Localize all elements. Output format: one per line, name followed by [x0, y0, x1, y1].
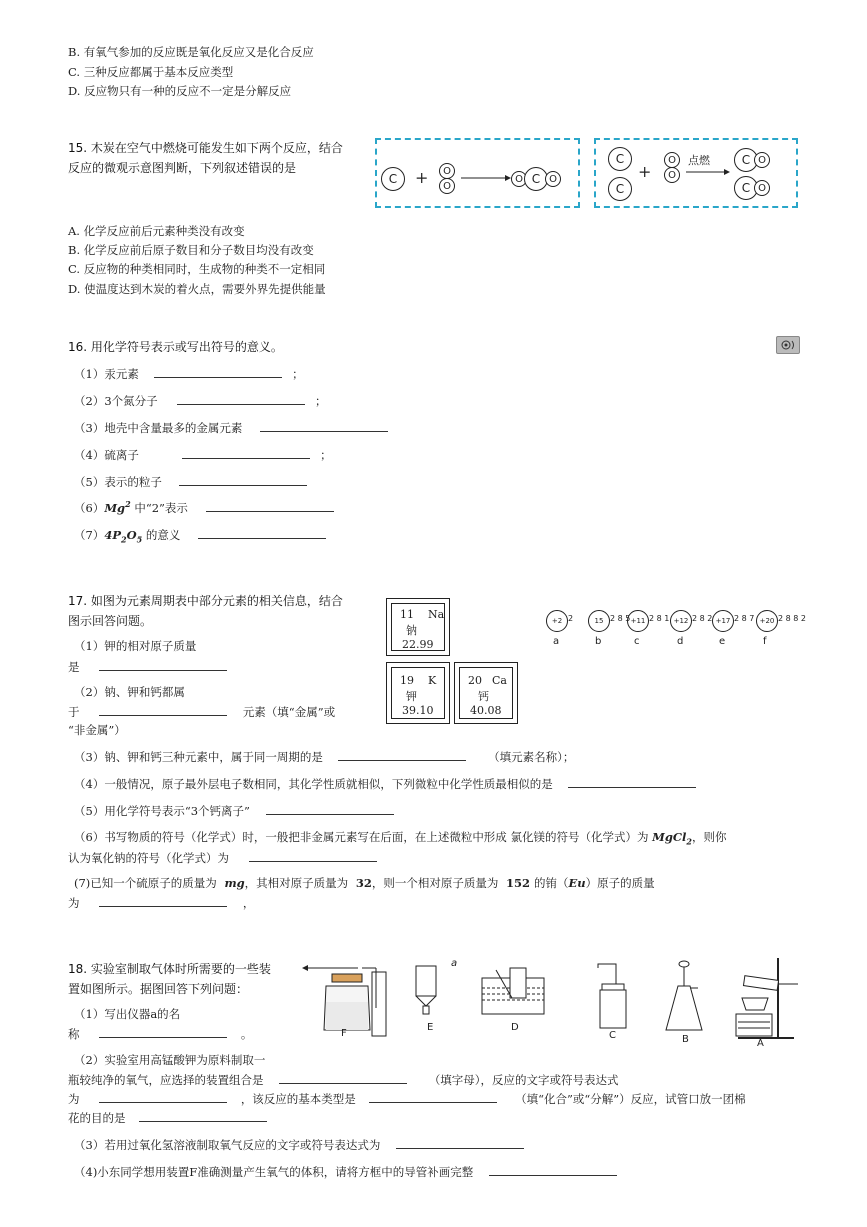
answer-blank[interactable]: [369, 1090, 497, 1103]
q18-item-2d: 花的目的是: [68, 1109, 267, 1126]
particle-c-shells: 2 8 1: [649, 614, 670, 623]
q16-item-2: （2）3个氮分子 ；: [74, 394, 327, 408]
q17-item-4: （4）一般情况，原子最外层电子数相同，其化学性质就相似，下列微粒中化学性质最相似的是: [74, 775, 696, 792]
answer-blank[interactable]: [182, 446, 310, 459]
q18-item-2b: 瓶较纯净的氧气，应选择的装置组合是 （填字母），反应的文字或符号表达式: [68, 1073, 619, 1087]
q17-item-6a: （6）书写物质的符号（化学式）时，一般把非金属元素写在后面，在上述微粒中形成 氯化镁的符号（化学式）为 MgCl$_2$，则你: [74, 830, 727, 847]
carbon-atom: C: [608, 147, 632, 171]
q14-option-c: C. 三种反应都属于基本反应类型: [68, 65, 234, 79]
particle-a-nucleus: +2: [546, 610, 568, 632]
instrument-a-label: a: [451, 958, 458, 969]
particle-a-label: a: [553, 636, 560, 647]
q16-item-1: （1）汞元素 ；: [74, 367, 304, 381]
q16-item-6: （6）Mg$^2$ 中“2”表示: [74, 499, 334, 516]
answer-blank[interactable]: [139, 1109, 267, 1122]
answer-blank[interactable]: [338, 748, 466, 761]
plus-sign: +: [638, 162, 652, 181]
oxygen-atom: O: [754, 152, 770, 168]
q18-stem-line1: 18. 实验室制取气体时所需要的一些装: [68, 962, 271, 976]
answer-blank[interactable]: [279, 1071, 407, 1084]
answer-blank[interactable]: [99, 658, 227, 671]
apparatus-label-f: F: [341, 1028, 347, 1039]
answer-blank[interactable]: [266, 802, 394, 815]
apparatus-label-c: C: [609, 1030, 616, 1041]
q18-item-2a: （2）实验室用高锰酸钾为原料制取一: [74, 1053, 266, 1067]
q15-stem-line2: 反应的微观示意图判断，下列叙述错误的是: [68, 161, 297, 175]
arrow-icon: [686, 168, 730, 176]
oxygen-atom: O: [754, 180, 770, 196]
q15-stem-line1: 15. 木炭在空气中燃烧可能发生如下两个反应，结合: [68, 141, 343, 155]
q17-item-2a: （2）钠、钾和钙都属: [74, 685, 185, 699]
answer-blank[interactable]: [99, 894, 227, 907]
particle-e-nucleus: +17: [712, 610, 734, 632]
answer-blank[interactable]: [206, 499, 334, 512]
oxygen-atom: O: [439, 163, 455, 179]
particle-e-shells: 2 8 7: [734, 614, 755, 623]
answer-blank[interactable]: [99, 1090, 227, 1103]
element-card-na: 11 Na 钠 22.99: [386, 598, 450, 656]
q14-option-d: D. 反应物只有一种的反应不一定是分解反应: [68, 84, 292, 98]
q16-item-3: （3）地壳中含量最多的金属元素: [74, 419, 388, 436]
answer-blank[interactable]: [489, 1163, 617, 1176]
particle-a-shells: 2: [568, 614, 574, 623]
q17-item-7a: (7)已知一个硫原子的质量为 mg，其相对原子质量为 32，则一个相对原子质量为 152 的铕（Eu）原子的质量: [74, 876, 655, 890]
reaction-diagram-2: [594, 138, 798, 208]
q17-item-6b: 认为氧化钠的符号（化学式）为: [68, 849, 377, 866]
answer-blank[interactable]: [249, 849, 377, 862]
answer-blank[interactable]: [99, 703, 227, 716]
apparatus-a: [736, 958, 798, 1038]
particle-d-shells: 2 8 2: [692, 614, 713, 623]
particle-e-label: e: [719, 636, 726, 647]
answer-blank[interactable]: [198, 526, 326, 539]
particle-b-label: b: [595, 636, 602, 647]
oxygen-atom: O: [664, 152, 680, 168]
apparatus-c: [598, 964, 626, 1028]
answer-blank[interactable]: [396, 1136, 524, 1149]
oxygen-atom: O: [545, 171, 561, 187]
answer-blank[interactable]: [99, 1025, 227, 1038]
answer-blank[interactable]: [260, 419, 388, 432]
particle-f-nucleus: +20: [756, 610, 778, 632]
carbon-atom: C: [381, 167, 405, 191]
q16-item-5: （5）表示的粒子: [74, 473, 307, 490]
q17-stem-line1: 17. 如图为元素周期表中部分元素的相关信息，结合: [68, 594, 343, 608]
q18-item-3: （3）若用过氧化氢溶液制取氧气反应的文字或符号表达式为: [74, 1136, 524, 1153]
answer-blank[interactable]: [568, 775, 696, 788]
q17-item-2d: “非金属”）: [68, 723, 126, 737]
particle-c-label: c: [634, 636, 640, 647]
reaction-diagram-1: [375, 138, 580, 208]
q17-item-3: （3）钠、钾和钙三种元素中，属于同一周期的是 （填元素名称）；: [74, 750, 575, 764]
q18-stem-line2: 置如图所示。据图回答下列问题：: [68, 982, 249, 996]
q16-item-4: （4）硫离子 ；: [74, 448, 332, 462]
apparatus-d: [482, 968, 544, 1014]
plus-sign: +: [415, 168, 429, 187]
element-card-k: 19 K 钾 39.10: [386, 662, 450, 724]
q18-item-4: （4)小东同学想用装置F准确测量产生氧气的体积，请将方框中的导管补画完整: [74, 1163, 617, 1180]
answer-blank[interactable]: [154, 365, 282, 378]
q17-item-5: （5）用化学符号表示“3个钙离子”: [74, 802, 394, 819]
particle-b-shells: 2 8 5: [610, 614, 631, 623]
answer-blank[interactable]: [179, 473, 307, 486]
q17-item-2b: 于 元素（填“金属”或: [68, 705, 336, 719]
arrow-icon: [461, 174, 511, 182]
carbon-atom: C: [524, 167, 548, 191]
q18-item-2c: 为 ，该反应的基本类型是 （填“化合”或“分解”）反应，试管口放一团棉: [68, 1092, 746, 1106]
oxygen-atom: O: [511, 171, 527, 187]
particle-f-label: f: [763, 636, 767, 647]
particle-b-nucleus: 15: [588, 610, 610, 632]
q17-stem-line2: 图示回答问题。: [68, 614, 153, 628]
carbon-atom: C: [608, 177, 632, 201]
q17-item-7b: 为 ，: [68, 896, 255, 910]
apparatus-f: [302, 965, 386, 1036]
apparatus-label-a: A: [757, 1038, 764, 1049]
apparatus-label-b: B: [682, 1034, 689, 1045]
q15-option-a: A. 化学反应前后元素种类没有改变: [68, 224, 245, 238]
apparatus-e: [416, 966, 436, 1014]
particle-f-shells: 2 8 8 2: [778, 614, 806, 623]
particle-d-label: d: [677, 636, 684, 647]
q17-item-1a: （1）钾的相对原子质量: [74, 639, 197, 653]
speaker-icon[interactable]: [776, 336, 800, 354]
q18-item-1a: （1）写出仪器a的名: [74, 1007, 181, 1021]
apparatus-label-d: D: [511, 1022, 519, 1033]
apparatus-label-e: E: [427, 1022, 434, 1033]
particle-d-nucleus: +12: [670, 610, 692, 632]
q15-option-c: C. 反应物的种类相同时，生成物的种类不一定相同: [68, 262, 326, 276]
q18-item-1b: 称 。: [68, 1027, 253, 1041]
q15-option-d: D. 使温度达到木炭的着火点，需要外界先提供能量: [68, 282, 326, 296]
particle-c-nucleus: +11: [627, 610, 649, 632]
carbon-atom: C: [734, 148, 758, 172]
apparatus-b: [666, 961, 702, 1030]
lab-apparatus-figure: [298, 958, 808, 1050]
carbon-atom: C: [734, 176, 758, 200]
oxygen-atom: O: [664, 167, 680, 183]
ignite-label: 点燃: [688, 154, 710, 167]
q15-option-b: B. 化学反应前后原子数目和分子数目均没有改变: [68, 243, 314, 257]
q16-stem: 16. 用化学符号表示或写出符号的意义。: [68, 340, 283, 354]
q16-item-7: $(7)4P_2O_5$ 的意义: [74, 526, 326, 544]
oxygen-atom: O: [439, 178, 455, 194]
answer-blank[interactable]: [177, 392, 305, 405]
q17-item-1b: 是: [68, 658, 227, 675]
q14-option-b: B. 有氧气参加的反应既是氧化反应又是化合反应: [68, 45, 314, 59]
element-card-ca: 20 Ca 钙 40.08: [454, 662, 518, 724]
